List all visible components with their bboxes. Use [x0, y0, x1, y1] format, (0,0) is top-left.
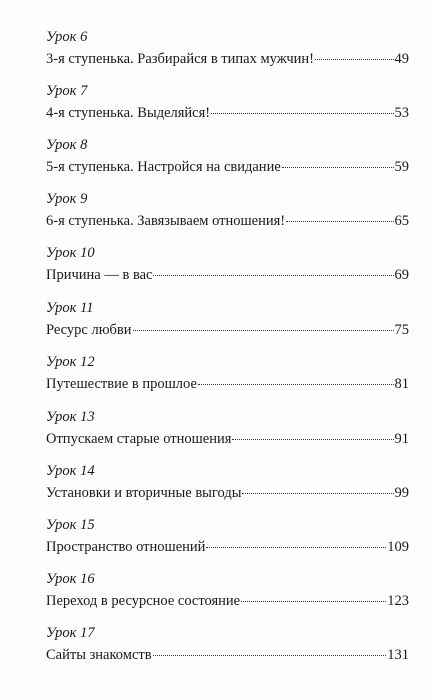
dot-leader [133, 329, 394, 331]
toc-row [46, 50, 409, 68]
toc-row [46, 592, 409, 610]
dot-leader [242, 492, 393, 494]
toc-entry[interactable] [46, 190, 409, 234]
chapter-title: 5-я ступенька. Настройся на свидание [46, 159, 281, 175]
dot-leader [315, 58, 394, 60]
toc-row [46, 646, 409, 664]
toc-entry[interactable] [46, 408, 409, 452]
lesson-number: Урок 15 [46, 517, 95, 533]
toc-entry[interactable] [46, 624, 409, 668]
chapter-title: Пространство отношений [46, 539, 206, 555]
chapter-title: Путешествие в прошлое [46, 376, 197, 392]
toc-row [46, 158, 409, 176]
page-number: 91 [394, 431, 409, 447]
dot-leader [153, 274, 393, 276]
toc-row [46, 266, 409, 284]
dot-leader [286, 220, 393, 222]
page-number: 49 [394, 51, 409, 67]
toc-row [46, 430, 409, 448]
page-number: 59 [394, 159, 409, 175]
toc-entry[interactable] [46, 244, 409, 288]
lesson-number: Урок 6 [46, 29, 88, 45]
toc-entry[interactable] [46, 299, 409, 343]
lesson-number: Урок 11 [46, 300, 94, 316]
lesson-number: Урок 16 [46, 571, 95, 587]
chapter-title: 6-я ступенька. Завязываем отношения! [46, 213, 286, 229]
lesson-number: Урок 12 [46, 354, 95, 370]
chapter-title: Ресурс любви [46, 322, 132, 338]
chapter-title: Установки и вторичные выгоды [46, 485, 242, 501]
page-number: 109 [387, 539, 409, 555]
lesson-number: Урок 10 [46, 245, 95, 261]
toc-entry[interactable] [46, 82, 409, 126]
lesson-number: Урок 13 [46, 409, 95, 425]
page-number: 69 [394, 267, 409, 283]
dot-leader [211, 112, 393, 114]
toc-row [46, 321, 409, 339]
chapter-title: 4-я ступенька. Выделяйся! [46, 105, 211, 121]
dot-leader [282, 166, 394, 168]
toc-entry[interactable] [46, 28, 409, 72]
dot-leader [232, 438, 393, 440]
toc-row [46, 375, 409, 393]
toc-entry[interactable] [46, 570, 409, 614]
page-number: 131 [387, 647, 409, 663]
chapter-title: Отпускаем старые отношения [46, 431, 232, 447]
page-number: 75 [394, 322, 409, 338]
lesson-number: Урок 17 [46, 625, 95, 641]
page-number: 65 [394, 213, 409, 229]
toc-entry[interactable] [46, 136, 409, 180]
toc-entry[interactable] [46, 462, 409, 506]
dot-leader [153, 654, 387, 656]
dot-leader [198, 383, 394, 385]
page-number: 53 [394, 105, 409, 121]
lesson-number: Урок 9 [46, 191, 88, 207]
toc-row [46, 104, 409, 122]
page-number: 99 [394, 485, 409, 501]
toc-row [46, 538, 409, 556]
lesson-number: Урок 7 [46, 83, 88, 99]
page-number: 123 [387, 593, 409, 609]
toc-row [46, 212, 409, 230]
page-number: 81 [394, 376, 409, 392]
chapter-title: Сайты знакомств [46, 647, 152, 663]
lesson-number: Урок 14 [46, 463, 95, 479]
toc-entry[interactable] [46, 516, 409, 560]
chapter-title: 3-я ступенька. Разбирайся в типах мужчин! [46, 51, 314, 67]
lesson-number: Урок 8 [46, 137, 88, 153]
dot-leader [241, 600, 386, 602]
chapter-title: Причина — в вас [46, 267, 153, 283]
dot-leader [206, 546, 386, 548]
toc-row [46, 484, 409, 502]
chapter-title: Переход в ресурсное состояние [46, 593, 241, 609]
toc-entry[interactable] [46, 353, 409, 397]
